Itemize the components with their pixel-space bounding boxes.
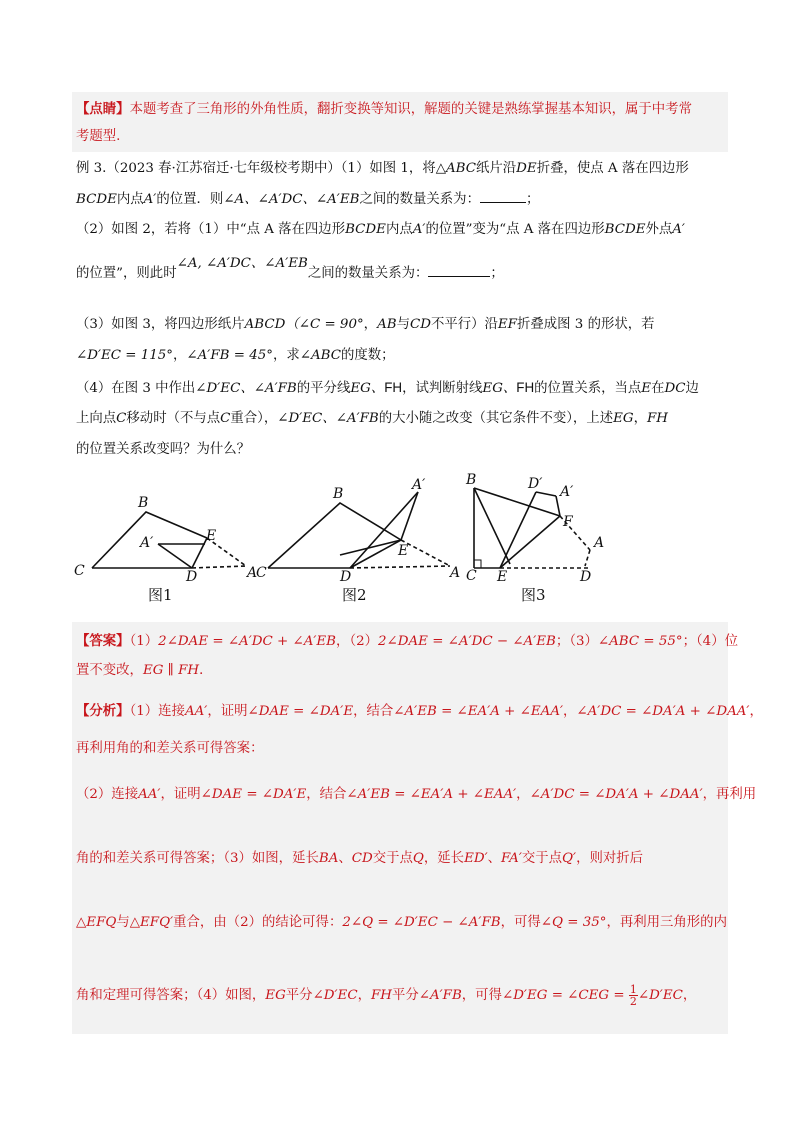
analysis-line-6: 角和定理可得答案；（4）如图，EG平分∠D′EC，FH平分∠A′FB，可得∠D′EG = ∠CEG = $\frac{1}{2}$ ∠D′EC，	[76, 983, 697, 1008]
answer-blank-2	[428, 264, 490, 277]
fig1-caption: 图1	[148, 586, 173, 604]
example-line-2: BCDE内点A′的位置．则∠A、∠A′DC、∠A′EB之间的数量关系为： ；	[76, 192, 540, 207]
fig2-fold-de	[350, 540, 401, 568]
analysis-line-5: △EFQ与△EFQ′重合，由（2）的结论可得：2∠Q = ∠D′EC − ∠A′FB，可得∠Q = 35°，再利用三角形的内	[76, 915, 727, 930]
fig1-label-b: B	[138, 495, 149, 511]
fig1-label-a: A	[247, 565, 258, 581]
fig3-folded-ed1	[500, 492, 536, 568]
answer-label: 【答案】	[76, 633, 130, 649]
fig3-label-e: E	[497, 569, 508, 585]
fig2-label-c: C	[256, 565, 267, 581]
fig2-label-a: A	[450, 565, 461, 581]
fig1-dashed-da	[192, 566, 246, 568]
fig3-dashed-ad	[585, 550, 590, 566]
fig3-right-angle	[474, 560, 481, 568]
fig2-label-b: B	[333, 486, 344, 502]
analysis-line-2: 再利用角的和差关系可得答案：	[76, 741, 264, 756]
fig3-side-bf	[474, 488, 560, 516]
fig3-label-b: B	[466, 472, 477, 488]
fig2-dashed-ea	[401, 540, 450, 566]
example-line-5: （3）如图 3，将四边形纸片ABCD（∠C = 90°，AB与CD不平行）沿EF折叠成图 3 的形状，若	[76, 317, 655, 332]
example-line-3: （2）如图 2，若将（1）中“点 A 落在四边形BCDE内点A′的位置”变为“点 A 落在四边形BCDE外点A′	[76, 222, 685, 237]
fig3-label-d: D	[580, 569, 592, 585]
fig3-folded-d1a1	[536, 492, 556, 496]
fig1-label-d: D	[186, 569, 198, 585]
example-line-9: 的位置关系改变吗？为什么？	[76, 442, 251, 457]
fig1-folded-a1d	[158, 544, 192, 568]
fig2-side-cb	[268, 503, 401, 568]
fig2-line-d-to-e	[340, 540, 401, 555]
analysis-line-1: 【分析】（1）连接AA′，证明∠DAE = ∠DA′E，结合∠A′EB = ∠EA′A + ∠EAA′，∠A′DC = ∠DA′A + ∠DAA′，	[76, 703, 763, 719]
figures	[0, 460, 800, 610]
example-line-7: （4）在图 3 中作出∠D′EC、∠A′FB的平分线EG、FH，试判断射线EG、FH的位置关系，当点E在DC边	[76, 380, 699, 396]
example-line-6: ∠D′EC = 115°，∠A′FB = 45°，求∠ABC的度数；	[76, 348, 395, 363]
fig3-label-c: C	[466, 568, 477, 584]
hint-line-2: 考题型.	[76, 129, 121, 144]
analysis-line-4: 角的和差关系可得答案；（3）如图，延长BA、CD交于点Q，延长ED′、FA′交于点Q′，则对折后	[76, 851, 644, 866]
answer-line-1: 【答案】（1）2∠DAE = ∠A′DC + ∠A′EB，（2）2∠DAE = ∠A′DC − ∠A′EB；（3）∠ABC = 55°；（4）位	[76, 633, 738, 649]
fraction-one-half: $\frac{1}{2}$	[629, 983, 637, 1008]
fig1-fold-de	[192, 538, 207, 568]
fig3-line-b-to-e	[474, 488, 510, 564]
fig2-label-e: E	[398, 543, 409, 559]
fig2-folded-ea1	[401, 492, 418, 540]
example-line-1: 例 3.（2023 春·江苏宿迁·七年级校考期中）（1）如图 1，将△ABC纸片沿DE折叠，使点 A 落在四边形	[76, 161, 689, 176]
fig3-caption: 图3	[521, 586, 546, 604]
fig3-label-a: A	[594, 535, 605, 551]
fig1-label-e: E	[206, 528, 217, 544]
fig3-label-a1: A′	[560, 484, 574, 500]
fig3-label-d1: D′	[528, 476, 543, 492]
answer-line-2: 置不变改，EG ∥ FH．	[76, 663, 213, 678]
answer-box	[72, 622, 728, 1034]
hint-label: 【点睛】	[76, 101, 130, 117]
hint-line-1: 【点睛】本题考查了三角形的外角性质，翻折变换等知识，解题的关键是熟练掌握基本知识，属于中考常	[76, 101, 692, 117]
analysis-line-3: （2）连接AA′，证明∠DAE = ∠DA′E，结合∠A′EB = ∠EA′A + ∠EAA′，∠A′DC = ∠DA′A + ∠DAA′，再利用	[76, 787, 757, 802]
analysis-label: 【分析】	[76, 703, 130, 719]
answer-blank-1	[480, 190, 526, 203]
fig2-label-a1: A′	[412, 477, 426, 493]
fig2-dashed-da	[350, 566, 450, 568]
example-line-4: 的位置”，则此时∠A, ∠A′DC、∠A′EB之间的数量关系为： ；	[76, 256, 504, 281]
fig1-label-a1: A′	[140, 535, 154, 551]
fig1-label-c: C	[74, 563, 85, 579]
fig2-caption: 图2	[342, 586, 367, 604]
example-line-8: 上向点C移动时（不与点C重合），∠D′EC、∠A′FB的大小随之改变（其它条件不变），上述EG，FH	[76, 411, 668, 426]
fig2-label-d: D	[340, 569, 352, 585]
fig3-label-f: F	[563, 514, 573, 530]
